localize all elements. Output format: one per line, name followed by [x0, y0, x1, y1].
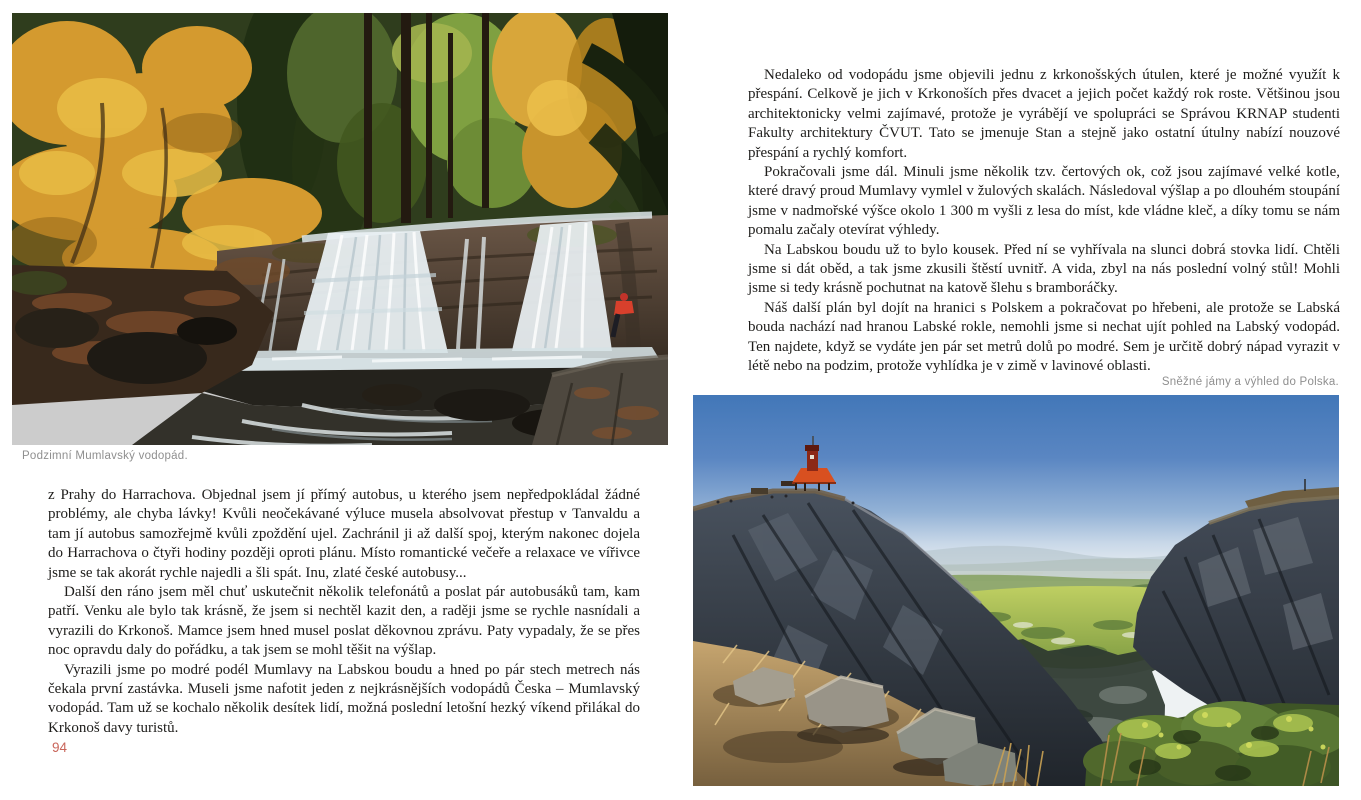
body-paragraph: Další den ráno jsem měl chuť uskutečnit několik telefonátů a poslat pár autobusáků tam, kam patří. Venku ale bylo tak krásně, že jsem si nechtěl kazit den, a raději jsme se rychle nasnídali a vyrazili do Krkonoš. Mamce jsem hned musel poslat děkovnou zprávu. Paty vypadaly, že se přes noc opravdu daly do pořádku, a tak jsem se mohl těšit na výšlap.	[48, 584, 640, 659]
left-text-column	[48, 486, 640, 738]
body-paragraph: Náš další plán byl dojít na hranici s Polskem a pokračovat po hřebeni, ale protože se Labská bouda nachází nad hranou Labské rokle, nemohli jsme si nechat ujít pohled na Labský vodopád. Ten najdete, když se vydáte jen pár set metrů dolů po modré. Sem je určitě dobrý nápad vyrazit v létě nebo na podzim, protože vyhlídka je v zimě v lavinové oblasti.	[748, 299, 1340, 375]
photo-caption-left: Podzimní Mumlavský vodopád.	[22, 450, 188, 462]
waterfall-illustration	[12, 13, 668, 445]
waterfall-photo	[12, 13, 668, 445]
mountain-illustration	[693, 395, 1339, 786]
body-paragraph: Vyrazili jsme po modré podél Mumlavy na Labskou boudu a hned po pár stech metrech nás čekala první zastávka. Museli jsme nafotit jeden z nejkrásnějších vodopádů Česka – Mumlavský vodopád. Tam už se kochalo několik desítek lidí, možná poslední letošní hezký víkend přilákal do Krkonoš davy turistů.	[48, 661, 640, 736]
body-paragraph: Nedaleko od vodopádu jsme objevili jednu z krkonošských útulen, které je možné využít k přespání. Celkově je jich v Krkonoších přes dvacet a jejich počet každý rok roste. Většinou jsou architektonicky velmi zajímavé, protože je vyrábějí ve spolupráci se Správou KRNAP studenti Fakulty architektury ČVUT. Tato se jmenuje Stan a stejně jako ostatní útulny nabízí nouzové přespání a rychlý komfort.	[748, 67, 1340, 161]
page-number: 94	[52, 740, 68, 755]
body-paragraph: Na Labskou boudu už to bylo kousek. Před ní se vyhřívala na slunci dobrá stovka lidí. Chtěli jsme si dát oběd, a tak jsme zkusili štěstí uvnitř. A vida, zbyl na nás poslední volný stůl! Mohli jsme si tedy krásně pochutnat na katově šlehu s bramboráčky.	[748, 241, 1340, 297]
mountain-view-photo	[693, 395, 1339, 786]
right-text-column	[748, 66, 1340, 377]
body-paragraph: z Prahy do Harrachova. Objednal jsem jí přímý autobus, u kterého jsem nepředpokládal žádné problémy, ale chyba lávky! Kvůli neočekávané výluce musela absolvovat přestup v Tanvaldu a tam jí autobus samozřejmě kvůli zpoždění ujel. Zachránil ji až další spoj, kterým nakonec dojela do Harrachova o čtyři hodiny později oproti plánu. Místo romantické večeře a relaxace ve vířivce jsme se tak akorát rychle najedli a šli spát. Inu, zlaté české autobusy...	[48, 487, 640, 581]
photo-caption-right: Sněžné jámy a výhled do Polska.	[1161, 376, 1339, 388]
body-paragraph: Pokračovali jsme dál. Minuli jsme několik tzv. čertových ok, což jsou zajímavé velké kotle, které dravý proud Mumlavy vymlel v žulových skalách. Následoval výšlap a po dlouhém stoupání jsme v nadmořské výšce okolo 1 300 m vyšli z lesa do míst, kde vládne kleč, a díky tomu se nám pomalu začaly otevírat výhledy.	[748, 164, 1340, 239]
